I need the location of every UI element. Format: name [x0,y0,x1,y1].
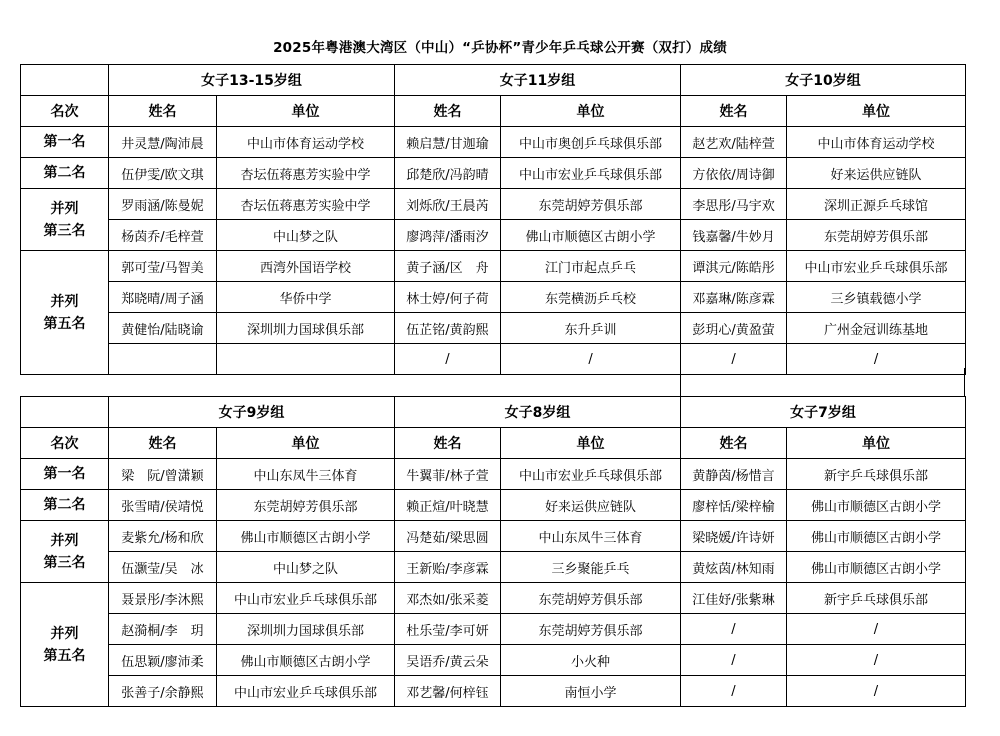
table-row [21,583,966,614]
player-names: 方依依/周诗御 [681,158,787,189]
unit-name: 西湾外国语学校 [217,251,395,282]
unit-name: 好来运供应链队 [501,490,681,521]
table-row [21,251,966,282]
unit-name: 中山市宏业乒乓球俱乐部 [501,459,681,490]
unit-name: 小火种 [501,645,681,676]
rank-third: 并列 第三名 [21,189,109,251]
player-names: 邓杰如/张采菱 [395,583,501,614]
unit-name: 东莞胡婷芳俱乐部 [501,583,681,614]
player-names: 梁 阮/曾潇颖 [109,459,217,490]
player-names: 刘烁欣/王晨芮 [395,189,501,220]
player-names: 伍思颖/廖沛柔 [109,645,217,676]
table-row [21,189,966,220]
rank-second: 第二名 [21,490,109,521]
unit-name: 东莞横沥乒乓校 [501,282,681,313]
rank-first: 第一名 [21,127,109,158]
table-row [21,521,966,552]
player-names: 张善子/余静熙 [109,676,217,707]
player-names: 江佳妤/张紫琳 [681,583,787,614]
empty-corner [21,397,109,428]
table-row [21,459,966,490]
player-names: 罗雨涵/陈曼妮 [109,189,217,220]
name-header: 姓名 [395,428,501,459]
unit-name: 东升乒训 [501,313,681,344]
unit-name: 中山东凤牛三体育 [217,459,395,490]
unit-name: 三乡镇载德小学 [787,282,966,313]
player-names: 赵艺欢/陆梓萱 [681,127,787,158]
unit-name [217,344,395,375]
unit-name: 杏坛伍蒋惠芳实验中学 [217,189,395,220]
page-title: 2025年粤港澳大湾区（中山）“乒协杯”青少年乒乓球公开赛（双打）成绩 [273,40,727,56]
group-header-row [21,397,966,428]
unit-name: 中山市体育运动学校 [217,127,395,158]
unit-name: 江门市起点乒乓 [501,251,681,282]
unit-name: / [787,676,966,707]
table-row [21,645,966,676]
unit-name: 深圳圳力国球俱乐部 [217,614,395,645]
unit-name: 南恒小学 [501,676,681,707]
unit-header: 单位 [501,96,681,127]
group-title: 女子10岁组 [681,65,966,96]
table-row [21,676,966,707]
unit-name: 中山市宏业乒乓球俱乐部 [787,251,966,282]
player-names: 邱楚欣/冯韵晴 [395,158,501,189]
unit-header: 单位 [787,96,966,127]
unit-name: 好来运供应链队 [787,158,966,189]
player-names: 伍伊雯/欧文琪 [109,158,217,189]
player-names: 黄健怡/陆晓谕 [109,313,217,344]
unit-name: / [787,614,966,645]
empty-corner [21,65,109,96]
column-header-row [21,96,966,127]
table-row [21,552,966,583]
table-row [21,158,966,189]
player-names: 王新贻/李彦霖 [395,552,501,583]
unit-name: 东莞胡婷芳俱乐部 [217,490,395,521]
unit-name: 广州金冠训练基地 [787,313,966,344]
group-title: 女子13-15岁组 [109,65,395,96]
unit-name: 佛山市顺德区古朗小学 [787,521,966,552]
player-names: 邓嘉琳/陈彦霖 [681,282,787,313]
rank-header: 名次 [21,428,109,459]
results-table-lower [20,396,966,707]
unit-name: 三乡聚能乒乓 [501,552,681,583]
table-row [21,127,966,158]
player-names: 廖鸿萍/潘雨汐 [395,220,501,251]
player-names: 钱嘉馨/牛妙月 [681,220,787,251]
results-table-upper [20,64,966,375]
player-names: 张雪晴/侯靖悦 [109,490,217,521]
empty-spacer [680,368,965,396]
rank-fifth: 并列 第五名 [21,583,109,707]
unit-name: 佛山市顺德区古朗小学 [787,552,966,583]
player-names: 邓艺馨/何梓钰 [395,676,501,707]
player-names: 聂景彤/李沐熙 [109,583,217,614]
unit-name: / [787,344,966,375]
name-header: 姓名 [109,428,217,459]
group-title: 女子9岁组 [109,397,395,428]
player-names: / [395,344,501,375]
player-names: 伍芷铭/黄韵熙 [395,313,501,344]
player-names: 林士婷/何子荷 [395,282,501,313]
table-row [21,614,966,645]
player-names: 谭淇元/陈皓彤 [681,251,787,282]
unit-name: 中山梦之队 [217,220,395,251]
unit-name: 深圳圳力国球俱乐部 [217,313,395,344]
rank-second: 第二名 [21,158,109,189]
group-title: 女子7岁组 [681,397,966,428]
table-row [21,490,966,521]
player-names [109,344,217,375]
unit-name: / [787,645,966,676]
column-header-row [21,428,966,459]
unit-name: 佛山市顺德区古朗小学 [217,521,395,552]
player-names: 郑晓晴/周子涵 [109,282,217,313]
player-names: 井灵慧/陶沛晨 [109,127,217,158]
unit-name: 佛山市顺德区古朗小学 [501,220,681,251]
player-names: / [681,645,787,676]
unit-header: 单位 [787,428,966,459]
group-title: 女子8岁组 [395,397,681,428]
rank-fifth: 并列 第五名 [21,251,109,375]
player-names: 黄静茵/杨惜言 [681,459,787,490]
unit-name: / [501,344,681,375]
rank-first: 第一名 [21,459,109,490]
unit-name: 中山东凤牛三体育 [501,521,681,552]
player-names: 赖启慧/甘迦瑜 [395,127,501,158]
unit-name: 中山市奥创乒乓球俱乐部 [501,127,681,158]
player-names: 黄炫茵/林知雨 [681,552,787,583]
player-names: 黄子涵/区 舟 [395,251,501,282]
unit-header: 单位 [217,428,395,459]
unit-name: 中山市宏业乒乓球俱乐部 [217,676,395,707]
unit-name: 东莞胡婷芳俱乐部 [787,220,966,251]
player-names: 伍灏莹/吴 冰 [109,552,217,583]
unit-name: 佛山市顺德区古朗小学 [217,645,395,676]
unit-name: 中山梦之队 [217,552,395,583]
name-header: 姓名 [681,96,787,127]
player-names: / [681,344,787,375]
unit-name: 杏坛伍蒋惠芳实验中学 [217,158,395,189]
player-names: 牛翼菲/林子萱 [395,459,501,490]
name-header: 姓名 [109,96,217,127]
unit-name: 中山市宏业乒乓球俱乐部 [501,158,681,189]
table-row [21,282,966,313]
unit-name: 中山市体育运动学校 [787,127,966,158]
player-names: / [681,614,787,645]
table-row [21,313,966,344]
name-header: 姓名 [681,428,787,459]
player-names: 吴语乔/黄云朵 [395,645,501,676]
player-names: 冯楚茹/梁思圆 [395,521,501,552]
unit-name: 东莞胡婷芳俱乐部 [501,189,681,220]
player-names: 郭可莹/马智美 [109,251,217,282]
unit-header: 单位 [217,96,395,127]
player-names: 杨茵乔/毛梓萱 [109,220,217,251]
group-title: 女子11岁组 [395,65,681,96]
unit-name: 新宇乒乓球俱乐部 [787,583,966,614]
group-header-row [21,65,966,96]
rank-header: 名次 [21,96,109,127]
unit-name: 华侨中学 [217,282,395,313]
player-names: 麦紫允/杨和欣 [109,521,217,552]
player-names: 赖正煊/叶晓慧 [395,490,501,521]
unit-name: 深圳正源乒乓球馆 [787,189,966,220]
player-names: 梁晓媛/许诗妍 [681,521,787,552]
player-names: 赵漪桐/李 玥 [109,614,217,645]
unit-name: 东莞胡婷芳俱乐部 [501,614,681,645]
player-names: 杜乐莹/李可妍 [395,614,501,645]
unit-name: 中山市宏业乒乓球俱乐部 [217,583,395,614]
name-header: 姓名 [395,96,501,127]
player-names: 李思彤/马宇欢 [681,189,787,220]
unit-name: 佛山市顺德区古朗小学 [787,490,966,521]
rank-third: 并列 第三名 [21,521,109,583]
player-names: 廖梓恬/梁梓榆 [681,490,787,521]
player-names: 彭玥心/黄盈萤 [681,313,787,344]
unit-header: 单位 [501,428,681,459]
player-names: / [681,676,787,707]
unit-name: 新宇乒乓球俱乐部 [787,459,966,490]
table-row [21,220,966,251]
